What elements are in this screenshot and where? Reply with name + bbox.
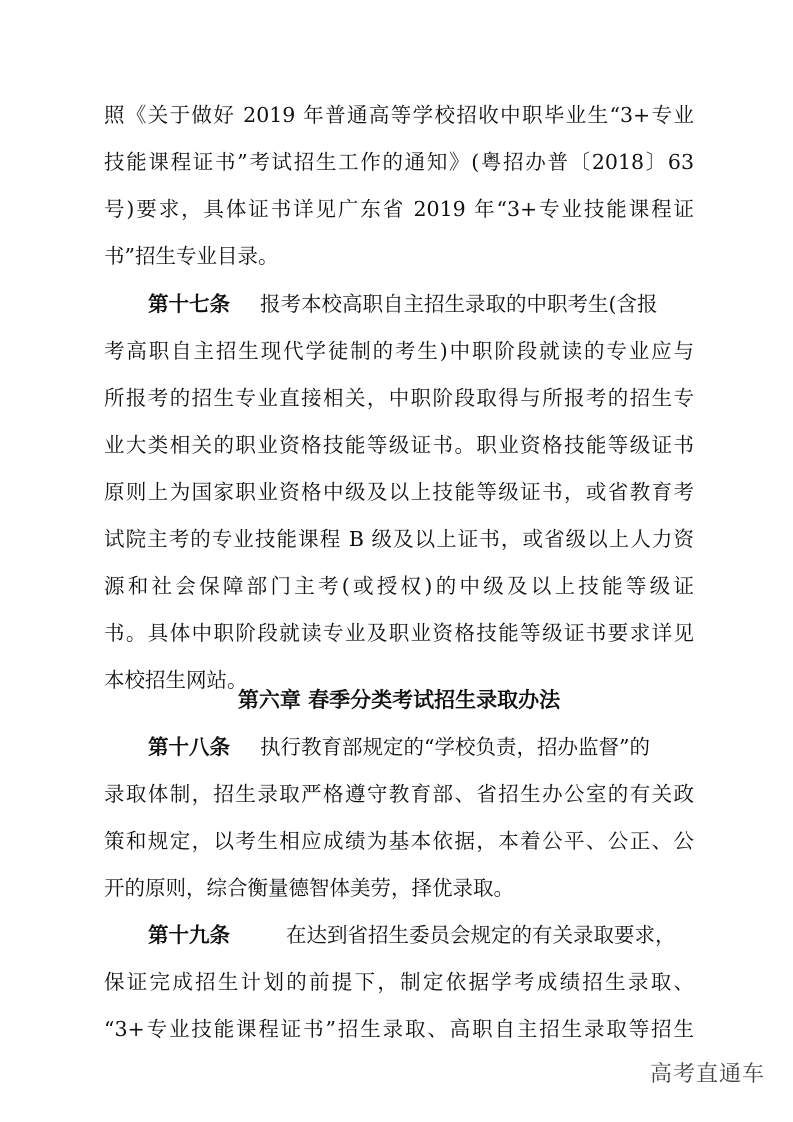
paragraph-line: 开的原则，综合衡量德智体美劳，择优录取。 xyxy=(104,876,514,900)
article-18-first-text: 执行教育部规定的“学校负责，招办监督”的 xyxy=(260,735,650,759)
paragraph-line: 本校招生网站。 xyxy=(104,668,248,692)
paragraph-line: 考高职自主招生现代学徒制的考生)中职阶段就读的专业应与 xyxy=(104,339,694,363)
watermark-text: 高考直通车 xyxy=(649,1062,765,1087)
paragraph-line: 源和社会保障部门主考(或授权)的中级及以上技能等级证 xyxy=(104,574,694,598)
article-17-label: 第十七条 xyxy=(148,292,230,316)
paragraph-line: 录取体制，招生录取严格遵守教育部、省招生办公室的有关政 xyxy=(104,782,694,806)
paragraph-line: 试院主考的专业技能课程 B 级及以上证书，或省级以上人力资 xyxy=(104,527,694,551)
paragraph-line: 书”招生专业目录。 xyxy=(104,244,279,268)
article-19-first-line xyxy=(148,915,694,955)
paragraph-line: “3+专业技能课程证书”招生录取、高职自主招生录取等招生 xyxy=(104,1017,694,1041)
article-17-first-text: 报考本校高职自主招生录取的中职考生(含报 xyxy=(260,292,658,316)
paragraph-line: 原则上为国家职业资格中级及以上技能等级证书，或省教育考 xyxy=(104,480,694,504)
paragraph-line: 号)要求，具体证书详见广东省 2019 年“3+专业技能课程证 xyxy=(104,197,694,221)
paragraph-line: 照《关于做好 2019 年普通高等学校招收中职毕业生“3+专业 xyxy=(104,103,694,127)
paragraph-line: 所报考的招生专业直接相关，中职阶段取得与所报考的招生专 xyxy=(104,386,694,410)
paragraph-line: 书。具体中职阶段就读专业及职业资格技能等级证书要求详见 xyxy=(104,621,694,645)
article-19-first-text: 在达到省招生委员会规定的有关录取要求， xyxy=(286,923,676,947)
paragraph-line: 技能课程证书”考试招生工作的通知》(粤招办普〔2018〕63 xyxy=(104,150,694,174)
paragraph-line: 业大类相关的职业资格技能等级证书。职业资格技能等级证书 xyxy=(104,433,694,457)
article-18-label: 第十八条 xyxy=(148,735,230,759)
article-19-label: 第十九条 xyxy=(148,923,230,947)
article-18-first-line xyxy=(148,727,694,767)
article-17-first-line xyxy=(148,284,694,324)
paragraph-line: 策和规定，以考生相应成绩为基本依据，本着公平、公正、公 xyxy=(104,829,694,853)
paragraph-line: 保证完成招生计划的前提下，制定依据学考成绩招生录取、 xyxy=(104,970,694,994)
chapter-heading: 第六章 春季分类考试招生录取办法 xyxy=(237,688,561,712)
